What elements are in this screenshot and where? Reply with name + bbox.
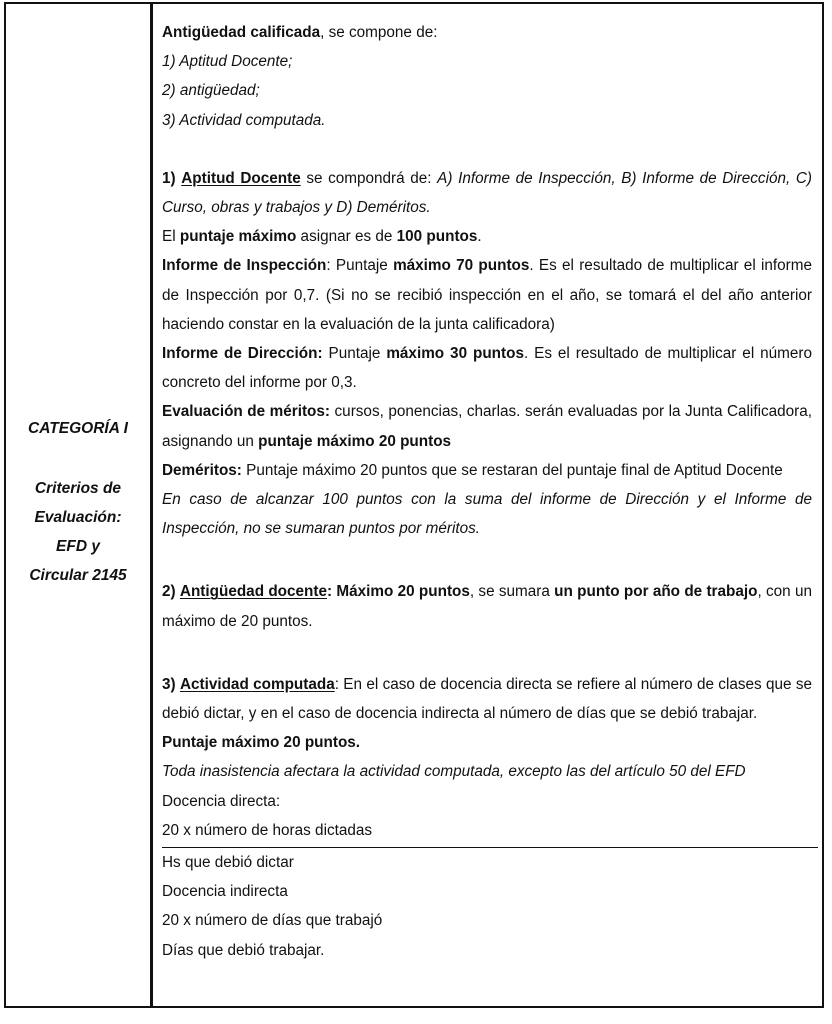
criteria-line: Circular 2145 xyxy=(29,567,127,584)
intro-item: 3) Actividad computada. xyxy=(162,111,326,129)
demerits-paragraph: Deméritos: Puntaje máximo 20 puntos que se restaran del puntaje final de Aptitud Docente xyxy=(162,461,783,479)
section-1-note: En caso de alcanzar 100 puntos con la suma del informe de Dirección y el Informe de Inspección, no se sumaran puntos por méritos. xyxy=(162,491,812,538)
section-1-heading: 1) Aptitud Docente se compondrá de: A) Informe de Inspección, B) Informe de Dirección, C) Curso, obras y trabajos y D) Deméritos. xyxy=(162,169,813,217)
criteria-line: Criterios de xyxy=(34,480,122,497)
indirect-formula-denominator: Días que debió trabajar. xyxy=(162,941,325,959)
category-cell xyxy=(6,4,153,1006)
spacer xyxy=(162,636,812,670)
direct-formula-denominator: Hs que debió dictar xyxy=(162,854,294,872)
intro-item: 1) Aptitud Docente; xyxy=(162,53,293,71)
direct-formula-numerator: 20 x número de horas dictadas xyxy=(162,821,373,839)
section-3-note: Toda inasistencia afectara la actividad computada, excepto las del artículo 50 del EFD xyxy=(162,763,746,781)
intro-title: Antigüedad calificada xyxy=(162,24,321,41)
section-2-paragraph: 2) Antigüedad docente: Máximo 20 puntos, se sumara un punto por año de trabajo, con un máximo de 20 puntos. xyxy=(162,583,812,630)
spacer xyxy=(162,135,812,164)
indirect-label: Docencia indirecta xyxy=(162,883,288,901)
content-cell xyxy=(153,4,822,1006)
inspection-paragraph: Informe de Inspección: Puntaje máximo 70 puntos. Es el resultado de multiplicar el informe de Inspección por 0,7. (Si no se recibió inspección en el año, se tomará el del año anterior haciendo constar en la evaluación de la junta calificadora) xyxy=(162,257,812,333)
section-1-max: El puntaje máximo asignar es de 100 puntos. xyxy=(162,228,482,246)
criteria-line: Evaluación: xyxy=(34,509,122,526)
evaluation-table xyxy=(4,2,824,1008)
section-2-title: Antigüedad docente xyxy=(179,583,327,601)
section-1-title: Aptitud Docente xyxy=(181,169,301,187)
spacer xyxy=(162,543,812,577)
merits-paragraph: Evaluación de méritos: cursos, ponencias, charlas. serán evaluadas por la Junta Calificadora, asignando un puntaje máximo 20 puntos xyxy=(162,403,812,450)
category-title: CATEGORÍA I xyxy=(28,420,128,437)
criteria-line: EFD y xyxy=(56,538,100,555)
intro-item: 2) antigüedad; xyxy=(162,82,260,100)
section-3-max: Puntaje máximo 20 puntos. xyxy=(162,734,361,752)
indirect-formula-numerator: 20 x número de días que trabajó xyxy=(162,912,383,930)
intro-line: Antigüedad calificada, se compone de: xyxy=(162,24,438,41)
section-3-paragraph: 3) Actividad computada: En el caso de docencia directa se refiere al número de clases que se debió dictar, y en el caso de docencia indirecta al número de días que se debió trabajar. xyxy=(162,675,812,723)
direction-paragraph: Informe de Dirección: Puntaje máximo 30 puntos. Es el resultado de multiplicar el número concreto del informe por 0,3. xyxy=(162,345,813,392)
direct-label: Docencia directa: xyxy=(162,792,281,810)
section-3-title: Actividad computada xyxy=(179,675,335,693)
criteria-label xyxy=(29,474,126,590)
